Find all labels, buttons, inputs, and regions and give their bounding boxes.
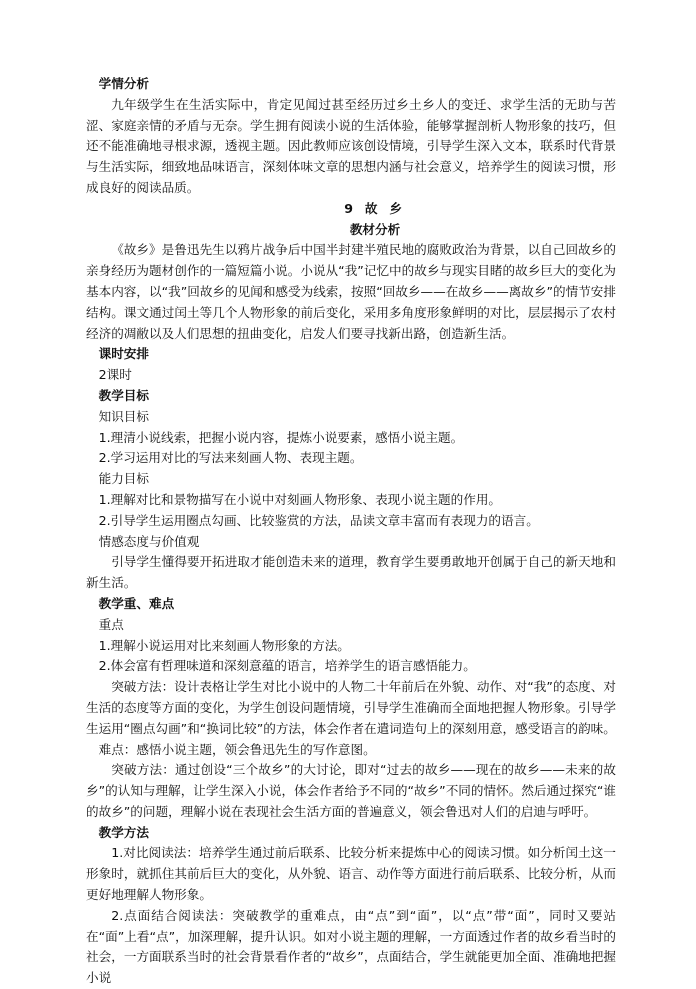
ability-item: 1.理解对比和景物描写在小说中对刻画人物形象、表现小说主题的作用。 [98, 491, 502, 507]
section-heading-xueqing: 学情分析 [98, 76, 149, 91]
emotion-label: 情感态度与价值观 [98, 533, 200, 549]
key-item: 1.理解小说运用对比来刻画人物形象的方法。 [98, 637, 350, 653]
section-heading-keshi: 课时安排 [98, 346, 149, 362]
key-item: 2.体会富有哲理味道和深刻意蕴的语言，培养学生的语言感悟能力。 [98, 658, 476, 674]
paragraph-jiaocai: 《故乡》是鲁迅先生以鸦片战争后中国半封建半殖民地的腐败政治为背景，以自己回故乡的亲身经历为题材创作的一篇短篇小说。小说从“我”记忆中的故乡与现实目睹的故乡巨大的变化为基本内容，以“我”回故乡的见闻和感受为线索，按照“回故乡——在故乡——离故乡”的情节安排结构。课文通过闰土等几个人物形象的前后变化，采用多角度形象鲜明的对比，层层揭示了农村经济的凋敝以及人们思想的扭曲变化，启发人们要寻找新出路，创造新生活。 [86, 242, 616, 341]
section-heading-jiaocai: 教材分析 [349, 221, 401, 237]
ability-label: 能力目标 [98, 471, 149, 487]
document-page [86, 74, 616, 989]
paragraph-keshi: 2课时 [98, 367, 132, 383]
knowledge-item: 1.理清小说线索，把握小说内容，提炼小说要素，感悟小说主题。 [98, 429, 464, 445]
paragraph-xueqing: 九年级学生在生活实际中，肯定见闻过甚至经历过乡土乡人的变迁、求学生活的无助与苦涩、家庭亲情的矛盾与无奈。学生拥有阅读小说的生活体验，能够掌握剖析人物形象的技巧，但还不能准确地寻根求源，透视主题。因此教师应该创设情境，引导学生深入文本，联系时代背景与生活实际，细致地品味语言，深刻体味文章的思想内涵与社会意义，培养学生的阅读习惯，形成良好的阅读品质。 [86, 96, 616, 195]
knowledge-label: 知识目标 [98, 408, 149, 424]
method-paragraph: 1.对比阅读法：培养学生通过前后联系、比较分析来提炼中心的阅读习惯。如分析闰土这一形象时，就抓住其前后巨大的变化，从外貌、语言、动作等方面进行前后联系、比较分析，从而更好地理解人物形象。 [86, 845, 616, 903]
method-paragraph: 2.点面结合阅读法：突破教学的重难点，由“点”到“面”，以“点”带“面”，同时又要站在“面”上看“点”，加深理解，提升认识。如对小说主题的理解，一方面透过作者的故乡看当时的社会，一方面联系当时的社会背景看作者的“故乡”，点面结合，学生就能更加全面、准确地把握小说 [86, 907, 616, 986]
lesson-title: 9 故 乡 [344, 200, 406, 216]
knowledge-item: 2.学习运用对比的写法来刻画人物、表现主题。 [98, 450, 363, 466]
breakthrough-paragraph: 突破方法：通过创设“三个故乡”的大讨论，即对“过去的故乡——现在的故乡——未来的故乡”的认知与理解，让学生深入小说，体会作者给予不同的“故乡”不同的情怀。然后通过探究“谁的故乡”的问题，理解小说在表现社会生活方面的普遍意义，领会鲁迅对人们的启迪与呼吁。 [86, 762, 616, 819]
section-heading-fangfa: 教学方法 [98, 824, 149, 840]
ability-item: 2.引导学生运用圈点勾画、比较鉴赏的方法，品读文章丰富而有表现力的语言。 [98, 512, 539, 528]
section-heading-mubiao: 教学目标 [98, 387, 149, 403]
difficulty-line: 难点：感悟小说主题，领会鲁迅先生的写作意图。 [98, 741, 376, 757]
emotion-paragraph: 引导学生懂得要开拓进取才能创造未来的道理，教育学生要勇敢地开创属于自己的新天地和新生活。 [86, 554, 616, 591]
breakthrough-paragraph: 突破方法：设计表格让学生对比小说中的人物二十年前后在外貌、动作、对“我”的态度、对生活的态度等方面的变化，为学生创设问题情境，引导学生准确而全面地把握人物形象。引导学生运用“圈点勾画”和“换词比较”的方法，体会作者在遣词造句上的深刻用意，感受语言的韵味。 [86, 679, 616, 736]
section-heading-zhongdian: 教学重、难点 [98, 595, 175, 611]
key-label: 重点 [98, 616, 124, 632]
